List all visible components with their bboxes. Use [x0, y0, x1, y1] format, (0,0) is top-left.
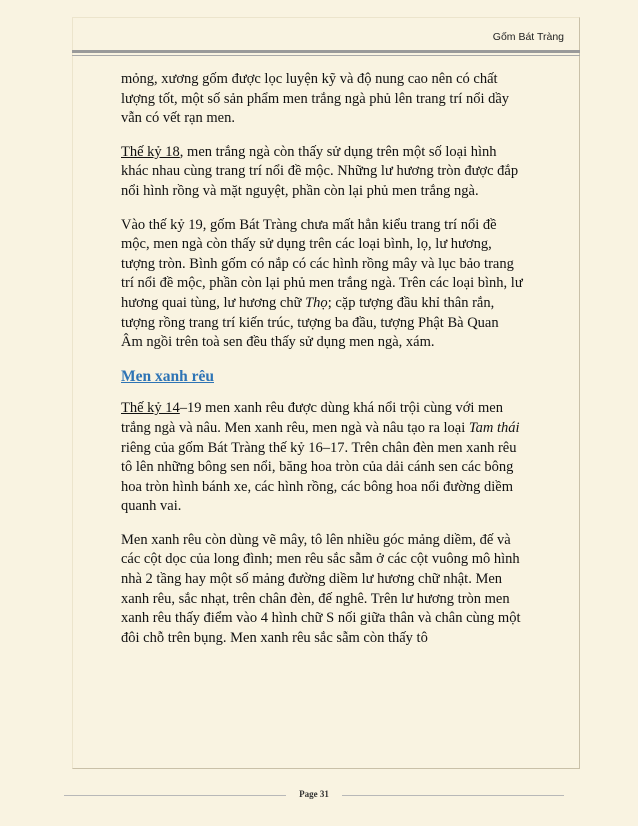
running-header: Gốm Bát Tràng — [492, 31, 564, 43]
paragraph-4-italic: Tam thái — [468, 419, 520, 436]
paragraph-1: mỏng, xương gốm được lọc luyện kỹ và độ nung cao nên có chất lượng tốt, một số sản phẩm men trắng ngà phủ lên trang trí nổi dầy vẫn có vết rạn men. — [121, 71, 510, 127]
header-rule-thick — [72, 50, 580, 53]
century-link-18: Thế kỷ 18 — [121, 143, 180, 160]
paragraph-2 — [121, 143, 523, 202]
paragraph-4 — [121, 399, 523, 517]
paragraph-5: Men xanh rêu còn dùng vẽ mây, tô lên nhiều góc mảng diềm, đế và các cột dọc của long đình; men rêu sắc sẫm ở các cột vuông mô hình nhà 2 tầng hay một số mảng đường diềm lư hương chữ nhật. Men xanh rêu, sắc nhạt, trên chân đèn, đế nghê. Trên lư hương tròn men xanh rêu thấy điểm vào 4 hình chữ S nối giữa thân và chân cùng một đôi chỗ trên bụng. Men xanh rêu sắc sẫm còn thấy tô — [121, 531, 521, 646]
body-text — [121, 70, 523, 662]
header-rule-thin — [72, 55, 580, 56]
paragraph-3-text-b: ; cặp tượng đầu khỉ thân rắn, tượng rồng trang trí kiến trúc, tượng ba đầu, tượng Phật Bà Quan Âm ngồi trên toà sen đều thấy sử dụng men ngà, xám. — [121, 294, 499, 351]
section-heading: Men xanh rêu — [121, 367, 214, 385]
paragraph-3 — [121, 216, 523, 353]
paragraph-4-text-a: –19 men xanh rêu được dùng khá nổi trội cùng với men trắng ngà và nâu. Men xanh rêu, men ngà và nâu tạo ra loại — [121, 400, 503, 436]
footer-rule-right — [342, 795, 564, 796]
paragraph-2-text: , men trắng ngà còn thấy sử dụng trên một số loại hình khác nhau cùng trang trí nổi đề mộc. Những lư hương tròn được đắp nổi hình rồng và mặt nguyệt, phần còn lại phủ men trắng ngà. — [121, 143, 519, 199]
page-number: Page 31 — [299, 789, 329, 799]
century-link-14: Thế kỷ 14 — [121, 400, 180, 417]
paragraph-3-italic: Thọ — [305, 294, 328, 311]
paragraph-3-text-a: Vào thế kỷ 19, gốm Bát Tràng chưa mất hẳn kiểu trang trí nổi đề mộc, men ngà còn thấy sử dụng trên các loại bình, lọ, lư hương, tượng tròn. Bình gốm có nắp có các hình rồng mây và lục bảo trang trí nổi đề mộc, phần còn lại phủ men trắng ngà. Trên các loại bình, lư hương quai tùng, lư hương chữ — [121, 216, 523, 311]
footer-rule-left — [64, 795, 286, 796]
paragraph-4-text-b: riêng của gốm Bát Tràng thế kỷ 16–17. Trên chân đèn men xanh rêu tô lên những bông sen nổi, băng hoa tròn của dải cánh sen các bông hoa tròn hình bánh xe, các hình rồng, các bông hoa nổi đường diềm quanh vai. — [121, 439, 517, 515]
